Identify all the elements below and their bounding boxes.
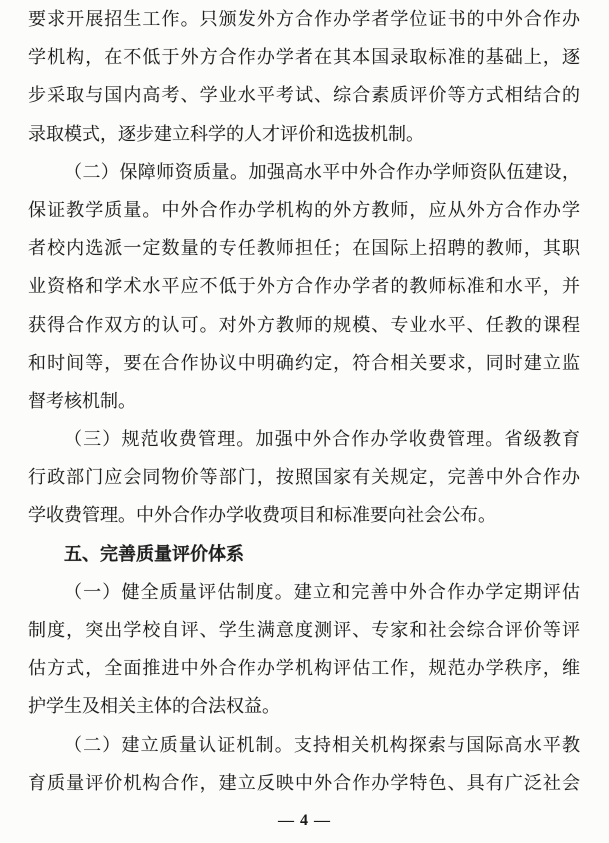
text-line: （二）建立质量认证机制。支持相关机构探索与国际高水平教 (64, 734, 580, 755)
document-body (28, 0, 580, 802)
paragraph-teacher-quality (28, 153, 580, 420)
section-heading: 五、完善质量评价体系 (64, 543, 244, 564)
text-line: 录取模式，逐步建立科学的人才评价和选拔机制。 (28, 123, 424, 144)
text-line: 者校内选派一定数量的专任教师担任；在国际上招聘的教师，其职 (28, 238, 580, 259)
paragraph-evaluation-system (28, 573, 580, 726)
text-line: 学收费管理。中外合作办学收费项目和标准要向社会公布。 (28, 505, 496, 526)
paragraph-admissions-continued (28, 0, 580, 153)
text-line: （二）保障师资质量。加强高水平中外合作办学师资队伍建设， (64, 161, 580, 182)
text-line: 行政部门应会同物价等部门，按照国家有关规定，完善中外合作办 (28, 467, 580, 488)
text-line: 育质量评价机构合作，建立反映中外合作办学特色、具有广泛社会 (28, 772, 580, 793)
text-line: 保证教学质量。中外合作办学机构的外方教师，应从外方合作办学 (28, 199, 580, 220)
heading-section-five (28, 535, 580, 573)
text-line: （一）健全质量评估制度。建立和完善中外合作办学定期评估 (64, 581, 580, 602)
paragraph-fee-management (28, 420, 580, 535)
text-line: （三）规范收费管理。加强中外合作办学收费管理。省级教育 (64, 429, 580, 450)
page-number: — 4 — (278, 812, 331, 829)
text-line: 和时间等，要在合作协议中明确约定，符合相关要求，同时建立监 (28, 352, 580, 373)
text-line: 估方式，全面推进中外合作办学机构评估工作，规范办学秩序，维 (28, 658, 580, 679)
text-line: 获得合作双方的认可。对外方教师的规模、专业水平、任教的课程 (28, 314, 580, 335)
text-line: 督考核机制。 (28, 390, 136, 411)
text-line: 护学生及相关主体的合法权益。 (28, 696, 280, 717)
text-line: 业资格和学术水平应不低于外方合作办学者的教师标准和水平，并 (28, 276, 580, 297)
text-line: 要求开展招生工作。只颁发外方合作办学者学位证书的中外合作办 (28, 9, 580, 29)
text-line: 学机构，在不低于外方合作办学者在其本国录取标准的基础上，逐 (28, 47, 580, 68)
text-line: 制度，突出学校自评、学生满意度测评、专家和社会综合评价等评 (28, 620, 580, 640)
text-line: 步采取与国内高考、学业水平考试、综合素质评价等方式相结合的 (28, 85, 580, 106)
paragraph-certification-mechanism (28, 726, 580, 802)
